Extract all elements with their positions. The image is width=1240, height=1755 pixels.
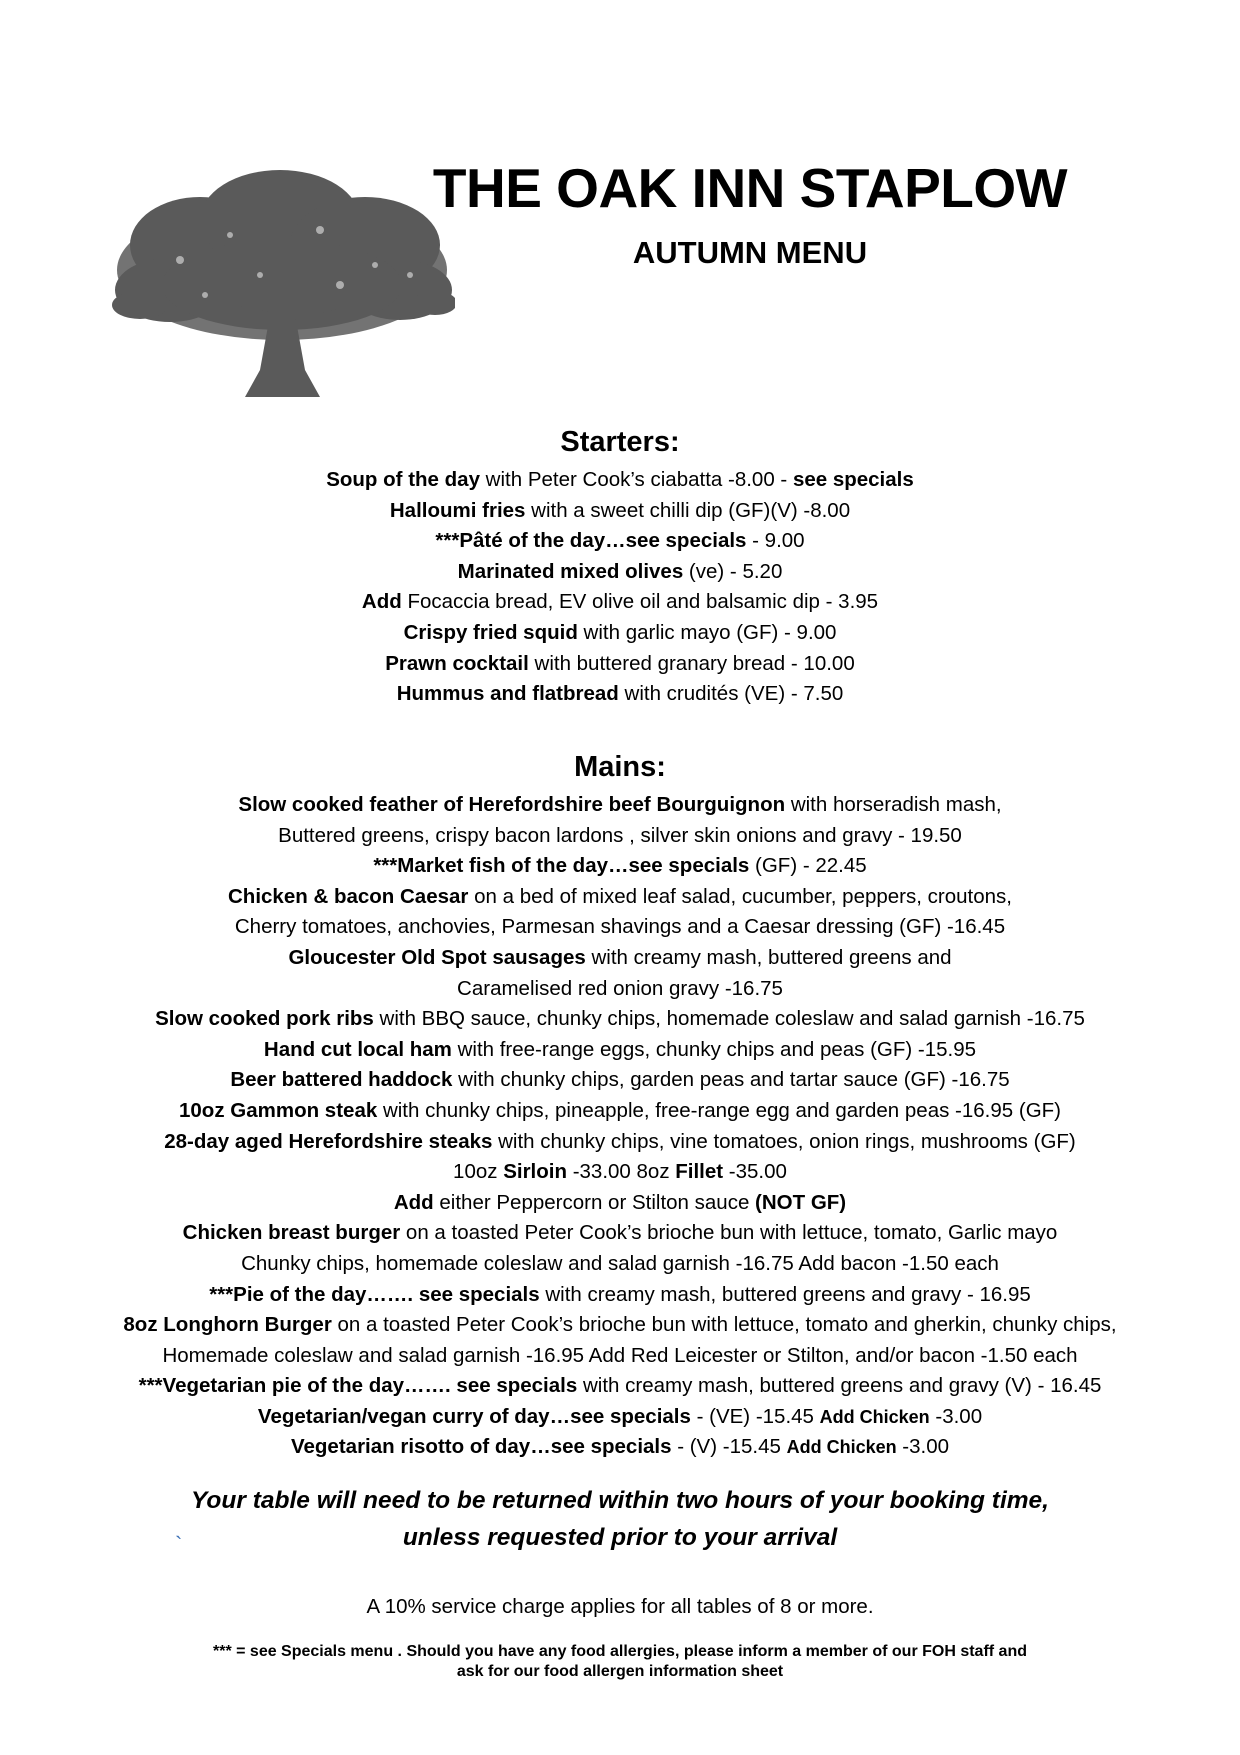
menu-item-name: ***Pâté of the day…see specials (435, 529, 747, 553)
restaurant-title: THE OAK INN STAPLOW (432, 157, 1068, 219)
menu-item-name: Chicken breast burger (182, 1221, 401, 1245)
menu-item-name: Beer battered haddock (230, 1068, 453, 1092)
menu-item-name: see specials (792, 468, 914, 491)
menu-item-text: (ve) - 5.20 (683, 559, 783, 583)
starters-list (40, 465, 1200, 710)
menu-item-name: 28-day aged Herefordshire steaks (164, 1129, 493, 1153)
menu-item-text: - (VE) -15.45 (690, 1404, 820, 1428)
menu-item-line (40, 1218, 1200, 1249)
menu-item-name: Add (361, 590, 402, 614)
starters-heading: Starters: (560, 426, 680, 458)
menu-item-text: with horseradish mash, (785, 793, 1002, 816)
menu-item-line (40, 557, 1200, 588)
menu-item-text: with a sweet chilli dip (GF)(V) -8.00 (525, 498, 851, 522)
menu-item-text: on a toasted Peter Cook’s brioche bun with lettuce, tomato, Garlic mayo (400, 1221, 1058, 1245)
menu-item-name: Marinated mixed olives (457, 559, 684, 583)
menu-item-line (40, 943, 1200, 974)
starters-section (40, 425, 1200, 710)
menu-item-name: Vegetarian/vegan curry of day…see specials (257, 1404, 691, 1428)
menu-item-text: Chunky chips, homemade coleslaw and salad garnish -16.75 Add bacon -1.50 each (241, 1251, 999, 1275)
menu-item-line (40, 1065, 1200, 1096)
menu-item-name: Prawn cocktail (385, 651, 529, 675)
menu-item-name: Hand cut local ham (263, 1037, 452, 1061)
menu-item-line (40, 974, 1200, 1005)
menu-item-name: Halloumi fries (389, 498, 526, 522)
menu-item-name: Slow cooked feather of Herefordshire beef Bourguignon (238, 793, 786, 816)
menu-item-text: - 9.00 (746, 529, 805, 553)
menu-item-line (40, 1035, 1200, 1066)
menu-item-name: 8oz Longhorn Burger (123, 1313, 332, 1337)
menu-item-name: Add Chicken (786, 1437, 897, 1458)
menu-item-name: Hummus and flatbread (396, 682, 619, 706)
menu-item-text: 10oz (453, 1160, 504, 1184)
menu-item-text: -3.00 (929, 1404, 983, 1428)
menu-item-line (40, 618, 1200, 649)
menu-item-name: ***Pie of the day……. see specials (209, 1282, 540, 1306)
menu-item-line (40, 912, 1200, 943)
service-charge-note: A 10% service charge applies for all tables of 8 or more. (366, 1595, 874, 1618)
menu-item-line (40, 1096, 1200, 1127)
menu-item-line (40, 851, 1200, 882)
menu-item-name: Sirloin (503, 1160, 567, 1184)
allergen-footer (120, 1642, 1120, 1682)
menu-item-line (40, 679, 1200, 710)
menu-item-text: with chunky chips, garden peas and tartar sauce (GF) -16.75 (452, 1068, 1010, 1092)
menu-item-text: with creamy mash, buttered greens and gravy (V) - 16.45 (577, 1374, 1102, 1398)
menu-item-line (40, 1157, 1200, 1188)
menu-item-name: Vegetarian risotto of day…see specials (290, 1435, 672, 1459)
menu-item-line (40, 790, 1200, 821)
menu-item-name: Slow cooked pork ribs (155, 1007, 374, 1031)
mains-section (40, 750, 1200, 1463)
menu-item-text: with Peter Cook’s ciabatta -8.00 - (479, 468, 793, 491)
menu-item-text: - (V) -15.45 (671, 1435, 787, 1459)
menu-item-text: with chunky chips, pineapple, free-range egg and garden peas -16.95 (GF) (377, 1098, 1061, 1122)
menu-item-text: with creamy mash, buttered greens and gravy - 16.95 (539, 1282, 1031, 1306)
menu-item-text: either Peppercorn or Stilton sauce (433, 1190, 756, 1214)
menu-item-name: Chicken & bacon Caesar (228, 884, 469, 908)
menu-item-text: Buttered greens, crispy bacon lardons , silver skin onions and gravy - 19.50 (278, 823, 962, 847)
menu-item-name: ***Vegetarian pie of the day……. see specials (138, 1374, 578, 1398)
menu-item-line (40, 1371, 1200, 1402)
menu-item-line (40, 1004, 1200, 1035)
menu-item-line (40, 587, 1200, 618)
menu-item-text: with free-range eggs, chunky chips and peas (GF) -15.95 (451, 1037, 977, 1061)
footer-line-1: *** = see Specials menu . Should you have any food allergies, please inform a member of our FOH staff and (213, 1643, 1027, 1660)
menu-item-line (40, 882, 1200, 913)
menu-item-text: on a bed of mixed leaf salad, cucumber, peppers, croutons, (468, 884, 1012, 908)
menu-item-text: on a toasted Peter Cook’s brioche bun with lettuce, tomato and gherkin, chunky chips, (331, 1313, 1117, 1337)
menu-subtitle: AUTUMN MENU (632, 235, 868, 270)
menu-item-name: Add (393, 1190, 434, 1214)
menu-item-line (40, 496, 1200, 527)
table-time-notice (60, 1482, 1180, 1556)
mains-heading: Mains: (574, 751, 666, 783)
menu-item-line (40, 649, 1200, 680)
notice-line-2: unless requested prior to your arrival (402, 1524, 838, 1551)
menu-item-name: Add Chicken (819, 1406, 930, 1427)
menu-item-text: -35.00 (723, 1160, 787, 1184)
menu-item-line (40, 465, 1200, 496)
menu-item-name: Soup of the day (326, 468, 480, 491)
menu-item-line (40, 821, 1200, 852)
menu-item-line (40, 1402, 1200, 1433)
menu-item-text: Cherry tomatoes, anchovies, Parmesan shavings and a Caesar dressing (GF) -16.45 (234, 915, 1006, 939)
menu-item-name: Crispy fried squid (403, 620, 578, 644)
menu-item-name: Gloucester Old Spot sausages (288, 945, 586, 969)
menu-item-line (40, 1432, 1200, 1463)
menu-item-text: Focaccia bread, EV olive oil and balsamic dip - 3.95 (401, 590, 879, 614)
footer-line-2: ask for our food allergen information sheet (456, 1663, 784, 1680)
menu-item-text: with buttered granary bread - 10.00 (528, 651, 855, 675)
menu-item-line (40, 1188, 1200, 1219)
menu-item-line (40, 1249, 1200, 1280)
menu-item-name: ***Market fish of the day…see specials (373, 854, 750, 878)
menu-item-text: (GF) - 22.45 (749, 854, 867, 878)
mains-list (40, 790, 1200, 1463)
menu-item-name: (NOT GF) (755, 1190, 847, 1214)
menu-item-line (40, 1127, 1200, 1158)
menu-item-line (40, 1310, 1200, 1341)
menu-item-text: -3.00 (896, 1435, 950, 1459)
menu-item-text: Homemade coleslaw and salad garnish -16.95 Add Red Leicester or Stilton, and/or bacon -1.50 each (162, 1343, 1078, 1367)
menu-item-name: 10oz Gammon steak (179, 1098, 378, 1122)
menu-item-text: with chunky chips, vine tomatoes, onion rings, mushrooms (GF) (492, 1129, 1076, 1153)
menu-item-name: Fillet (675, 1160, 724, 1184)
notice-line-1: Your table will need to be returned within two hours of your booking time, (191, 1487, 1049, 1514)
menu-item-text: with creamy mash, buttered greens and (585, 945, 952, 969)
menu-item-text: with crudités (VE) - 7.50 (618, 682, 844, 706)
stray-mark: ` (175, 1532, 183, 1557)
menu-item-text: with BBQ sauce, chunky chips, homemade coleslaw and salad garnish -16.75 (373, 1007, 1085, 1031)
menu-item-line (40, 526, 1200, 557)
menu-item-text: Caramelised red onion gravy -16.75 (457, 976, 783, 1000)
menu-item-text: with garlic mayo (GF) - 9.00 (577, 620, 837, 644)
menu-item-line (40, 1341, 1200, 1372)
menu-item-line (40, 1280, 1200, 1311)
menu-item-text: -33.00 8oz (567, 1160, 676, 1184)
